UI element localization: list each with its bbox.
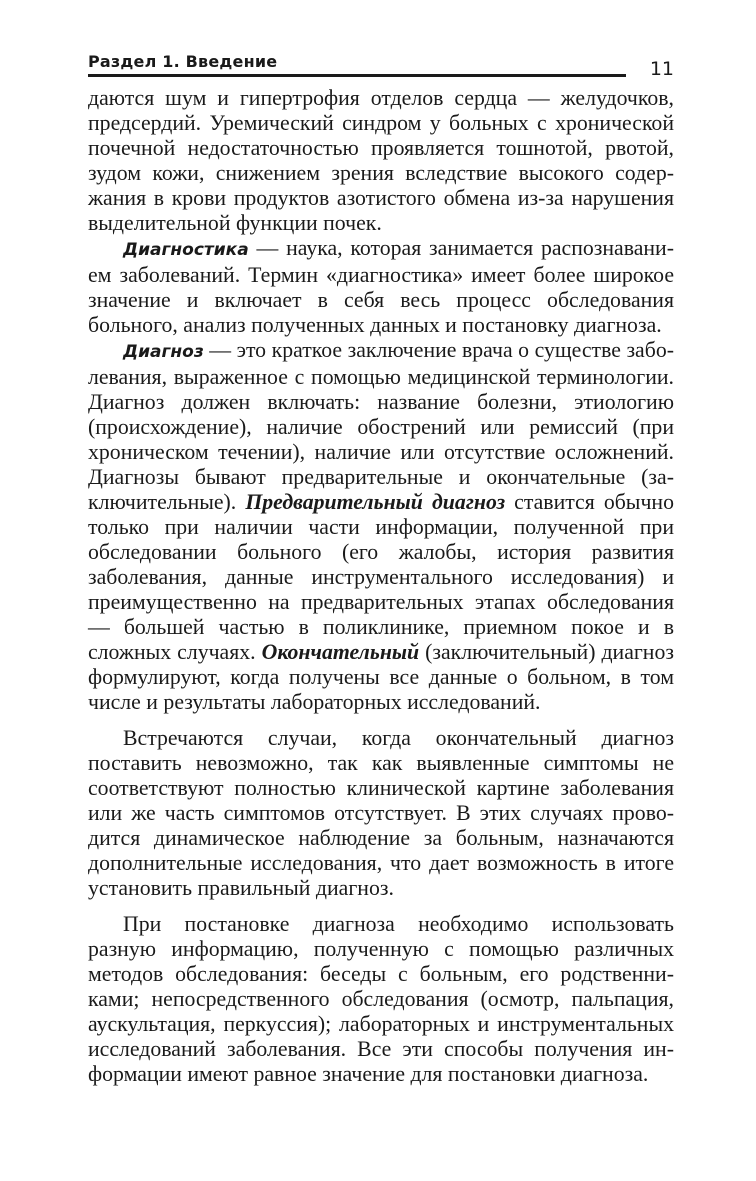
paragraph-text: При постановке диагноза необходимо использовать разную информацию, полученную с помощью различных методов обследования: беседы с больным, его родственниками; непосредственного обследования (осмотр, пальпация, аускультация, перкуссия); лабораторных и инструментальных исследований заболевания. Все эти способы получения информации имеют равное значение для постановки диагноза. xyxy=(88,912,674,1086)
running-header xyxy=(88,46,674,80)
italic-term-final: Окончательный xyxy=(261,640,420,664)
paragraph-dynamic-observation xyxy=(88,726,674,901)
paragraph-continued xyxy=(88,86,674,236)
paragraph-text: Встречаются случаи, когда окончательный диагноз поставить невозможно, так как выявленные симптомы не соответствуют полностью клинической картине заболевания или же часть симптомов отсутствует. В этих случаях проводится динамическое наблюдение за больным, назначаются дополнительные исследования, что дает возможность в итоге установить правильный диагноз. xyxy=(88,726,674,900)
term-diagnostics: Диагностика xyxy=(123,240,249,260)
section-title: Раздел 1. Введение xyxy=(88,52,278,71)
term-diagnosis: Диагноз xyxy=(123,342,204,362)
paragraph-diagnostics xyxy=(88,236,674,338)
paragraph-text: ставится обычно только при наличии части информации, полученной при обследовании больного (его жалобы, история развития заболевания, данные инструментального исследования) и преимущественно на предварительных этапах обследования — большей частью в поликлинике, приемном покое и в сложных случаях. xyxy=(88,490,674,664)
header-rule xyxy=(88,74,626,77)
paragraph-diagnosis xyxy=(88,338,674,715)
paragraph-text: даются шум и гипертрофия отделов сердца — желудочков, предсердий. Уремический синдром у больных с хронической почечной недостаточностью проявляется тошнотой, рвотой, зудом кожи, снижением зрения вследствие высокого содержания в крови продуктов азотистого обмена из-за нарушения выделительной функции почек. xyxy=(88,86,674,235)
paragraph-text: — это краткое заключение врача о существе заболевания, выраженное с помощью медицинской терминологии. Диагноз должен включать: название болезни, этиологию (происхождение), наличие обострений или ремиссий (при хроническом течении), наличие или отсутствие осложнений. Диагнозы бывают предварительные и окончательные (заключительные). xyxy=(88,338,674,514)
paragraph-information-methods xyxy=(88,912,674,1087)
body-text xyxy=(88,86,674,1087)
italic-term-preliminary: Предварительный диагноз xyxy=(245,490,506,514)
page-number: 11 xyxy=(649,58,674,80)
paragraph-text: — наука, которая занимается распознаванием заболеваний. Термин «диагностика» имеет более широкое значение и включает в себя весь процесс обследования больного, анализ полученных данных и постановку диагноза. xyxy=(88,236,674,337)
paragraph-text: (заключительный) диагноз формулируют, когда получены все данные о больном, в том числе и результаты лабораторных исследований. xyxy=(88,640,674,714)
